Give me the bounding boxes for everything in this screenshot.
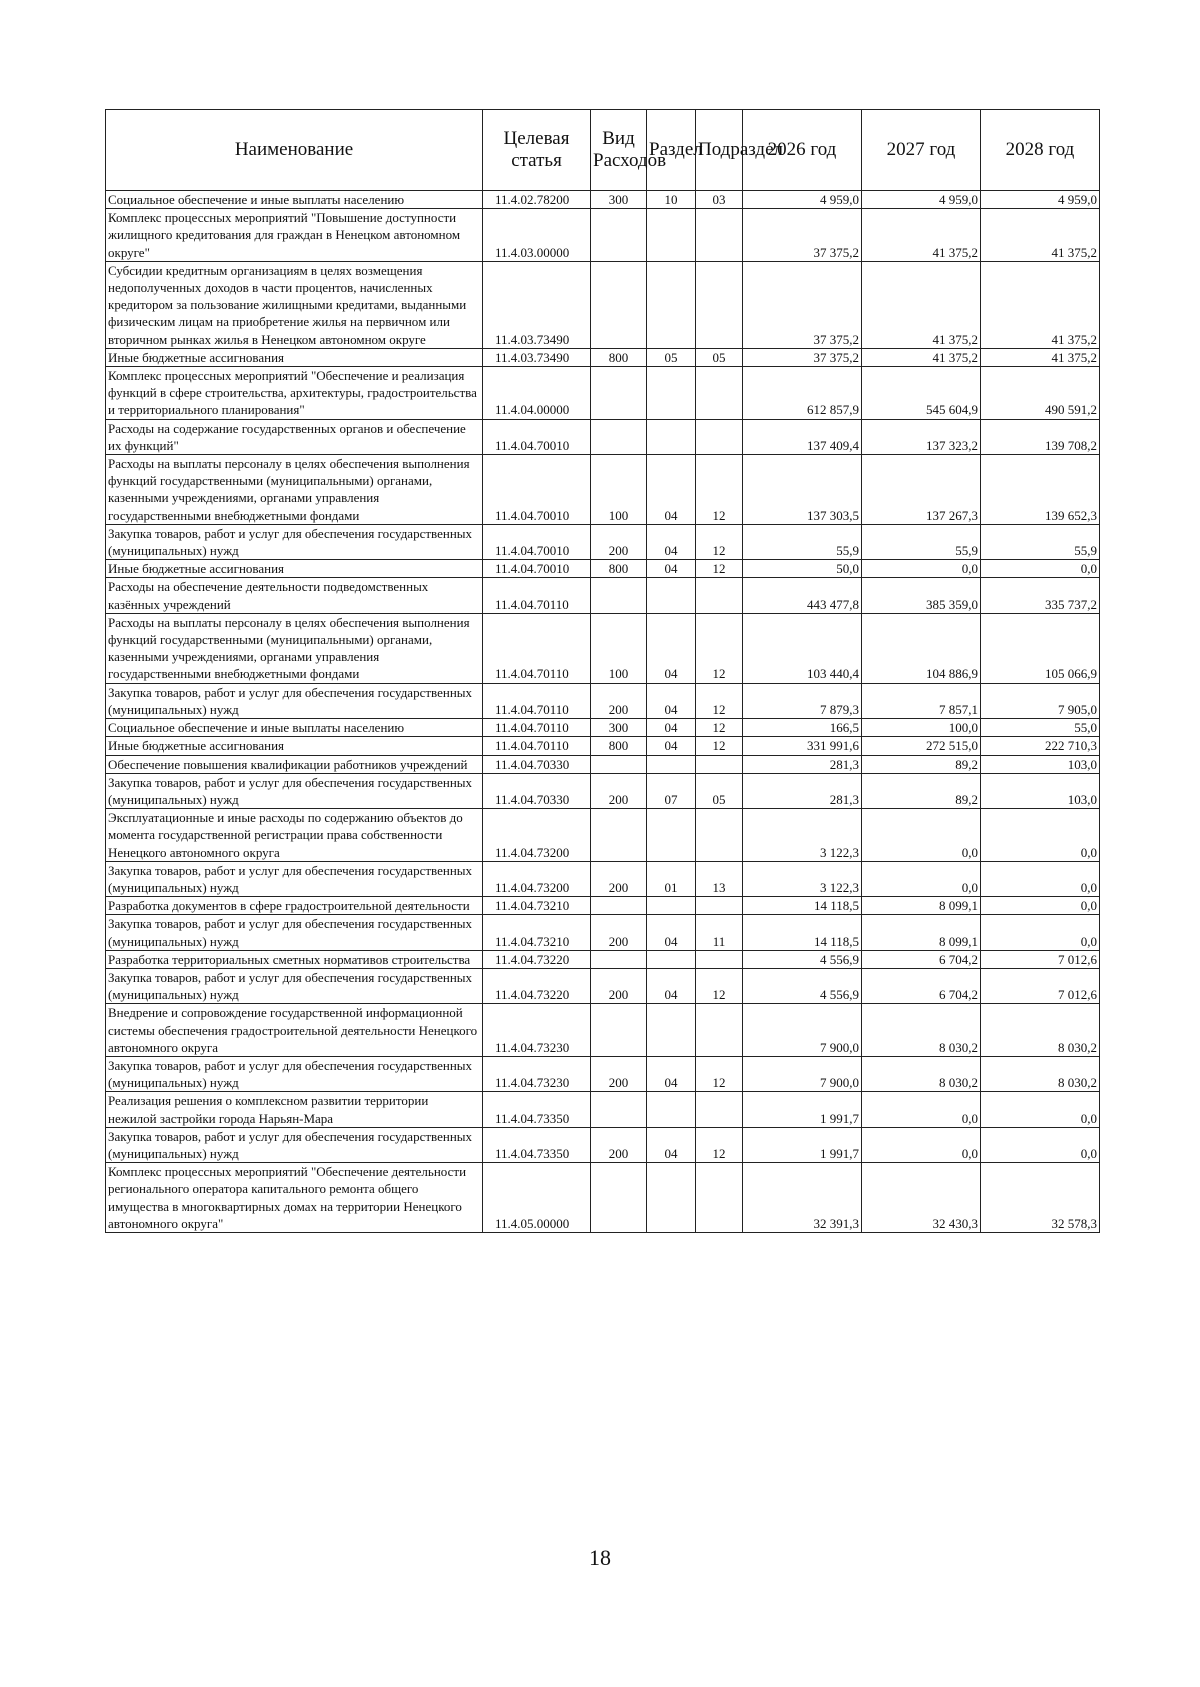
cell-name: Расходы на содержание государственных органов и обеспечение их функций" xyxy=(106,419,483,454)
page-number: 18 xyxy=(589,1545,611,1570)
cell-2027: 0,0 xyxy=(862,1092,981,1127)
cell-subsection xyxy=(696,367,743,420)
cell-2028: 490 591,2 xyxy=(981,367,1100,420)
cell-2028: 0,0 xyxy=(981,1092,1100,1127)
cell-type: 800 xyxy=(591,737,647,755)
cell-type xyxy=(591,1163,647,1233)
cell-section xyxy=(647,755,696,773)
cell-type: 200 xyxy=(591,915,647,950)
table-row xyxy=(106,861,1100,896)
cell-2027: 100,0 xyxy=(862,719,981,737)
cell-subsection: 12 xyxy=(696,1127,743,1162)
cell-name: Иные бюджетные ассигнования xyxy=(106,560,483,578)
cell-subsection: 05 xyxy=(696,773,743,808)
cell-2026: 7 879,3 xyxy=(743,683,862,718)
cell-subsection xyxy=(696,578,743,613)
cell-subsection: 12 xyxy=(696,719,743,737)
table-row xyxy=(106,719,1100,737)
cell-2026: 14 118,5 xyxy=(743,897,862,915)
cell-2028: 55,0 xyxy=(981,719,1100,737)
table-row xyxy=(106,578,1100,613)
header-name: Наименование xyxy=(106,110,483,191)
cell-target: 11.4.04.00000 xyxy=(483,367,591,420)
cell-target: 11.4.04.70010 xyxy=(483,419,591,454)
cell-type xyxy=(591,755,647,773)
cell-name: Комплекс процессных мероприятий "Повышение доступности жилищного кредитования для граждан в Ненецком автономном округе" xyxy=(106,209,483,262)
cell-subsection: 12 xyxy=(696,524,743,559)
cell-section xyxy=(647,1004,696,1057)
cell-section: 05 xyxy=(647,348,696,366)
cell-section xyxy=(647,261,696,348)
cell-target: 11.4.04.73220 xyxy=(483,968,591,1003)
cell-section: 10 xyxy=(647,191,696,209)
table-row xyxy=(106,455,1100,525)
cell-2027: 385 359,0 xyxy=(862,578,981,613)
cell-2027: 41 375,2 xyxy=(862,261,981,348)
cell-2028: 103,0 xyxy=(981,755,1100,773)
cell-2028: 32 578,3 xyxy=(981,1163,1100,1233)
table-row xyxy=(106,419,1100,454)
table-row xyxy=(106,1056,1100,1091)
cell-2026: 4 959,0 xyxy=(743,191,862,209)
cell-target: 11.4.04.70110 xyxy=(483,578,591,613)
cell-2028: 335 737,2 xyxy=(981,578,1100,613)
table-row xyxy=(106,209,1100,262)
table-row xyxy=(106,524,1100,559)
cell-subsection xyxy=(696,209,743,262)
cell-2028: 55,9 xyxy=(981,524,1100,559)
cell-section: 07 xyxy=(647,773,696,808)
cell-2026: 137 409,4 xyxy=(743,419,862,454)
cell-name: Комплекс процессных мероприятий "Обеспечение деятельности регионального оператора капитального ремонта общего имущества в многоквартирных домах на территории Ненецкого автономного округа" xyxy=(106,1163,483,1233)
cell-2027: 8 030,2 xyxy=(862,1004,981,1057)
cell-subsection: 12 xyxy=(696,968,743,1003)
cell-2028: 0,0 xyxy=(981,560,1100,578)
cell-2026: 14 118,5 xyxy=(743,915,862,950)
header-2028: 2028 год xyxy=(981,110,1100,191)
cell-2028: 41 375,2 xyxy=(981,209,1100,262)
cell-subsection: 12 xyxy=(696,683,743,718)
cell-2027: 8 099,1 xyxy=(862,915,981,950)
cell-2027: 6 704,2 xyxy=(862,950,981,968)
cell-2028: 0,0 xyxy=(981,861,1100,896)
cell-2028: 8 030,2 xyxy=(981,1004,1100,1057)
cell-target: 11.4.04.73350 xyxy=(483,1127,591,1162)
cell-type: 300 xyxy=(591,191,647,209)
cell-target: 11.4.04.73230 xyxy=(483,1056,591,1091)
cell-section: 04 xyxy=(647,968,696,1003)
table-body xyxy=(106,191,1100,1233)
table-row xyxy=(106,367,1100,420)
table-row xyxy=(106,915,1100,950)
cell-section: 04 xyxy=(647,613,696,683)
cell-2026: 331 991,6 xyxy=(743,737,862,755)
cell-2027: 7 857,1 xyxy=(862,683,981,718)
cell-2027: 0,0 xyxy=(862,560,981,578)
cell-name: Разработка территориальных сметных нормативов строительства xyxy=(106,950,483,968)
cell-target: 11.4.04.70110 xyxy=(483,683,591,718)
cell-section xyxy=(647,1163,696,1233)
table-row xyxy=(106,683,1100,718)
cell-subsection: 12 xyxy=(696,560,743,578)
cell-2027: 41 375,2 xyxy=(862,348,981,366)
cell-target: 11.4.04.70330 xyxy=(483,755,591,773)
cell-subsection: 12 xyxy=(696,613,743,683)
cell-2027: 89,2 xyxy=(862,773,981,808)
cell-section: 04 xyxy=(647,915,696,950)
cell-name: Закупка товаров, работ и услуг для обеспечения государственных (муниципальных) нужд xyxy=(106,683,483,718)
cell-2026: 7 900,0 xyxy=(743,1004,862,1057)
cell-target: 11.4.04.73210 xyxy=(483,915,591,950)
cell-2027: 6 704,2 xyxy=(862,968,981,1003)
cell-type: 800 xyxy=(591,348,647,366)
cell-subsection xyxy=(696,755,743,773)
cell-target: 11.4.02.78200 xyxy=(483,191,591,209)
cell-type: 300 xyxy=(591,719,647,737)
cell-type: 100 xyxy=(591,613,647,683)
cell-2027: 272 515,0 xyxy=(862,737,981,755)
cell-type xyxy=(591,1004,647,1057)
cell-type: 200 xyxy=(591,1127,647,1162)
header-type: Вид Расходов xyxy=(591,110,647,191)
cell-section: 04 xyxy=(647,683,696,718)
cell-name: Закупка товаров, работ и услуг для обеспечения государственных (муниципальных) нужд xyxy=(106,773,483,808)
cell-2027: 545 604,9 xyxy=(862,367,981,420)
table-row xyxy=(106,1004,1100,1057)
cell-2027: 137 267,3 xyxy=(862,455,981,525)
cell-name: Закупка товаров, работ и услуг для обеспечения государственных (муниципальных) нужд xyxy=(106,1056,483,1091)
cell-type xyxy=(591,578,647,613)
cell-subsection: 11 xyxy=(696,915,743,950)
cell-2026: 50,0 xyxy=(743,560,862,578)
budget-table xyxy=(105,109,1100,1233)
cell-target: 11.4.03.73490 xyxy=(483,261,591,348)
cell-name: Расходы на выплаты персоналу в целях обеспечения выполнения функций государственными (муниципальными) органами, казенными учреждениями, органами управления государственными внебюджетными фондами xyxy=(106,613,483,683)
cell-name: Обеспечение повышения квалификации работников учреждений xyxy=(106,755,483,773)
table-row xyxy=(106,950,1100,968)
cell-type: 800 xyxy=(591,560,647,578)
table-row xyxy=(106,809,1100,862)
cell-section xyxy=(647,367,696,420)
cell-subsection xyxy=(696,950,743,968)
cell-name: Расходы на обеспечение деятельности подведомственных казённых учреждений xyxy=(106,578,483,613)
cell-subsection xyxy=(696,261,743,348)
cell-target: 11.4.04.73200 xyxy=(483,861,591,896)
cell-type xyxy=(591,209,647,262)
table-row xyxy=(106,737,1100,755)
cell-2028: 139 708,2 xyxy=(981,419,1100,454)
cell-section: 04 xyxy=(647,1056,696,1091)
cell-name: Закупка товаров, работ и услуг для обеспечения государственных (муниципальных) нужд xyxy=(106,968,483,1003)
cell-2028: 7 012,6 xyxy=(981,968,1100,1003)
cell-section: 04 xyxy=(647,1127,696,1162)
table-row xyxy=(106,191,1100,209)
cell-2026: 4 556,9 xyxy=(743,968,862,1003)
cell-name: Реализация решения о комплексном развитии территории нежилой застройки города Нарьян-Мара xyxy=(106,1092,483,1127)
cell-name: Закупка товаров, работ и услуг для обеспечения государственных (муниципальных) нужд xyxy=(106,524,483,559)
cell-section: 04 xyxy=(647,719,696,737)
cell-2026: 443 477,8 xyxy=(743,578,862,613)
cell-subsection: 03 xyxy=(696,191,743,209)
cell-subsection: 12 xyxy=(696,455,743,525)
cell-subsection xyxy=(696,1004,743,1057)
cell-2028: 103,0 xyxy=(981,773,1100,808)
cell-2026: 55,9 xyxy=(743,524,862,559)
cell-2028: 222 710,3 xyxy=(981,737,1100,755)
header-subsection: Подраздел xyxy=(696,110,743,191)
cell-name: Разработка документов в сфере градостроительной деятельности xyxy=(106,897,483,915)
cell-subsection: 12 xyxy=(696,1056,743,1091)
cell-subsection xyxy=(696,897,743,915)
cell-subsection xyxy=(696,1092,743,1127)
table-row xyxy=(106,897,1100,915)
cell-target: 11.4.04.73200 xyxy=(483,809,591,862)
cell-2028: 0,0 xyxy=(981,897,1100,915)
cell-2028: 4 959,0 xyxy=(981,191,1100,209)
cell-2026: 37 375,2 xyxy=(743,348,862,366)
cell-name: Иные бюджетные ассигнования xyxy=(106,348,483,366)
table-row xyxy=(106,773,1100,808)
cell-name: Закупка товаров, работ и услуг для обеспечения государственных (муниципальных) нужд xyxy=(106,1127,483,1162)
header-row xyxy=(106,110,1100,191)
cell-2026: 3 122,3 xyxy=(743,861,862,896)
cell-subsection: 05 xyxy=(696,348,743,366)
cell-2028: 7 012,6 xyxy=(981,950,1100,968)
cell-2027: 32 430,3 xyxy=(862,1163,981,1233)
cell-2027: 0,0 xyxy=(862,809,981,862)
cell-section xyxy=(647,897,696,915)
cell-name: Эксплуатационные и иные расходы по содержанию объектов до момента государственной регистрации права собственности Ненецкого автономного округа xyxy=(106,809,483,862)
cell-target: 11.4.04.73230 xyxy=(483,1004,591,1057)
cell-type xyxy=(591,1092,647,1127)
cell-type xyxy=(591,261,647,348)
table-row xyxy=(106,968,1100,1003)
cell-2028: 41 375,2 xyxy=(981,261,1100,348)
cell-name: Социальное обеспечение и иные выплаты населению xyxy=(106,719,483,737)
header-target: Целевая статья xyxy=(483,110,591,191)
header-section: Раздел xyxy=(647,110,696,191)
cell-2026: 281,3 xyxy=(743,755,862,773)
cell-2028: 139 652,3 xyxy=(981,455,1100,525)
cell-subsection: 12 xyxy=(696,737,743,755)
cell-target: 11.4.04.70010 xyxy=(483,560,591,578)
cell-2026: 37 375,2 xyxy=(743,261,862,348)
cell-type: 200 xyxy=(591,968,647,1003)
cell-2027: 0,0 xyxy=(862,1127,981,1162)
table-row xyxy=(106,348,1100,366)
cell-section xyxy=(647,578,696,613)
table-row xyxy=(106,261,1100,348)
cell-target: 11.4.04.70110 xyxy=(483,719,591,737)
table-row xyxy=(106,1127,1100,1162)
cell-target: 11.4.04.73210 xyxy=(483,897,591,915)
cell-2028: 105 066,9 xyxy=(981,613,1100,683)
table-row xyxy=(106,613,1100,683)
cell-type: 200 xyxy=(591,1056,647,1091)
cell-type: 200 xyxy=(591,773,647,808)
cell-target: 11.4.03.00000 xyxy=(483,209,591,262)
cell-target: 11.4.05.00000 xyxy=(483,1163,591,1233)
cell-2028: 41 375,2 xyxy=(981,348,1100,366)
cell-section xyxy=(647,950,696,968)
header-2026: 2026 год xyxy=(743,110,862,191)
cell-2027: 8 030,2 xyxy=(862,1056,981,1091)
cell-2026: 4 556,9 xyxy=(743,950,862,968)
cell-2026: 166,5 xyxy=(743,719,862,737)
cell-type: 200 xyxy=(591,524,647,559)
cell-subsection xyxy=(696,809,743,862)
cell-2026: 7 900,0 xyxy=(743,1056,862,1091)
cell-2026: 1 991,7 xyxy=(743,1092,862,1127)
cell-2028: 8 030,2 xyxy=(981,1056,1100,1091)
cell-target: 11.4.04.70010 xyxy=(483,455,591,525)
cell-subsection: 13 xyxy=(696,861,743,896)
table-row xyxy=(106,1092,1100,1127)
cell-2027: 89,2 xyxy=(862,755,981,773)
cell-subsection xyxy=(696,419,743,454)
cell-name: Субсидии кредитным организациям в целях возмещения недополученных доходов в части процентов, начисленных кредитором за пользование жилищными кредитами, выданными физическим лицам на приобретение жилья на первичном или вторичном рынках жилья в Ненецком автономном округе xyxy=(106,261,483,348)
cell-type xyxy=(591,809,647,862)
cell-2027: 4 959,0 xyxy=(862,191,981,209)
cell-2027: 0,0 xyxy=(862,861,981,896)
cell-section xyxy=(647,419,696,454)
cell-section xyxy=(647,209,696,262)
cell-type: 100 xyxy=(591,455,647,525)
cell-subsection xyxy=(696,1163,743,1233)
cell-2026: 612 857,9 xyxy=(743,367,862,420)
cell-2028: 0,0 xyxy=(981,915,1100,950)
cell-2026: 3 122,3 xyxy=(743,809,862,862)
cell-2028: 0,0 xyxy=(981,1127,1100,1162)
cell-target: 11.4.04.73220 xyxy=(483,950,591,968)
cell-section: 04 xyxy=(647,524,696,559)
cell-section: 04 xyxy=(647,737,696,755)
cell-2027: 8 099,1 xyxy=(862,897,981,915)
table-row xyxy=(106,560,1100,578)
cell-2026: 137 303,5 xyxy=(743,455,862,525)
cell-name: Комплекс процессных мероприятий "Обеспечение и реализация функций в сфере строительства, архитектуры, градостроительства и территориального планирования" xyxy=(106,367,483,420)
cell-name: Закупка товаров, работ и услуг для обеспечения государственных (муниципальных) нужд xyxy=(106,861,483,896)
cell-type xyxy=(591,419,647,454)
table-row xyxy=(106,755,1100,773)
cell-type: 200 xyxy=(591,861,647,896)
cell-name: Иные бюджетные ассигнования xyxy=(106,737,483,755)
cell-target: 11.4.04.70330 xyxy=(483,773,591,808)
cell-name: Внедрение и сопровождение государственной информационной системы обеспечения градостроительной деятельности Ненецкого автономного округа xyxy=(106,1004,483,1057)
cell-type xyxy=(591,367,647,420)
cell-target: 11.4.04.70110 xyxy=(483,613,591,683)
cell-2026: 281,3 xyxy=(743,773,862,808)
cell-type: 200 xyxy=(591,683,647,718)
cell-type xyxy=(591,950,647,968)
cell-2027: 104 886,9 xyxy=(862,613,981,683)
cell-2027: 137 323,2 xyxy=(862,419,981,454)
cell-section: 04 xyxy=(647,455,696,525)
header-2027: 2027 год xyxy=(862,110,981,191)
cell-name: Социальное обеспечение и иные выплаты населению xyxy=(106,191,483,209)
cell-2026: 37 375,2 xyxy=(743,209,862,262)
cell-target: 11.4.04.73350 xyxy=(483,1092,591,1127)
cell-section: 01 xyxy=(647,861,696,896)
cell-name: Расходы на выплаты персоналу в целях обеспечения выполнения функций государственными (муниципальными) органами, казенными учреждениями, органами управления государственными внебюджетными фондами xyxy=(106,455,483,525)
cell-2026: 103 440,4 xyxy=(743,613,862,683)
cell-target: 11.4.04.70110 xyxy=(483,737,591,755)
cell-name: Закупка товаров, работ и услуг для обеспечения государственных (муниципальных) нужд xyxy=(106,915,483,950)
cell-2027: 55,9 xyxy=(862,524,981,559)
cell-2027: 41 375,2 xyxy=(862,209,981,262)
cell-type xyxy=(591,897,647,915)
cell-2028: 0,0 xyxy=(981,809,1100,862)
cell-2028: 7 905,0 xyxy=(981,683,1100,718)
cell-section xyxy=(647,809,696,862)
cell-section xyxy=(647,1092,696,1127)
cell-2026: 32 391,3 xyxy=(743,1163,862,1233)
cell-target: 11.4.03.73490 xyxy=(483,348,591,366)
cell-section: 04 xyxy=(647,560,696,578)
cell-2026: 1 991,7 xyxy=(743,1127,862,1162)
table-row xyxy=(106,1163,1100,1233)
cell-target: 11.4.04.70010 xyxy=(483,524,591,559)
